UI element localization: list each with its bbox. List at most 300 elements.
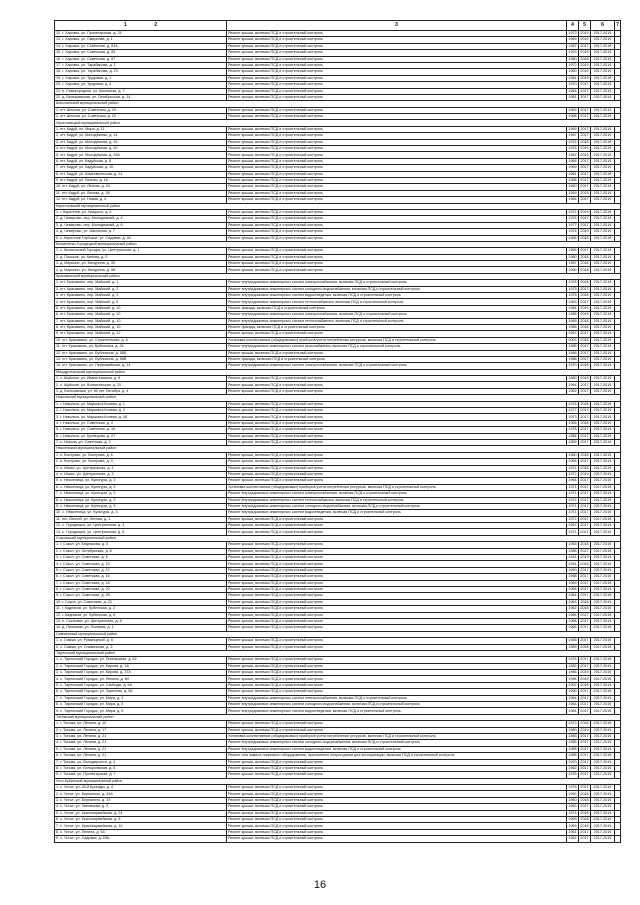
row-number: 6.: [56, 158, 60, 163]
period-cell: 2017-2019: [591, 644, 615, 650]
work-type-cell: Ремонт внутридомовых инженерных систем электроснабжения, включая ПСД и строительный контроль: [227, 280, 567, 286]
row-number: 4.: [56, 804, 60, 809]
work-type-cell: Ремонт крыши, включая ПСД и строительный контроль: [227, 471, 567, 477]
work-type-cell: Ремонт крыши, включая ПСД и строительный контроль: [227, 267, 567, 273]
work-type-cell: Ремонт крыши, включая ПСД и строительный контроль: [227, 376, 567, 382]
work-type-cell: Ремонт крыши, включая ПСД и строительный контроль: [227, 229, 567, 235]
row-number: 1.: [56, 376, 60, 381]
plan-year-cell: 2017: [580, 657, 589, 662]
address-text: с. Сямжа, ул. Славянская, д. 3: [60, 644, 113, 649]
work-type-cell: Ремонт крыши, включая ПСД и строительный контроль: [227, 254, 567, 260]
plan-year-cell: 2018: [580, 452, 589, 457]
address-text: пгт. Кадуй, пл. Мира, д. 11: [60, 126, 105, 131]
plan-year-cell: 2017: [580, 484, 589, 489]
address-text: с. Шуйское, ул. Вознесенская, д. 20: [60, 382, 122, 387]
plan-year-cell: 2018: [580, 254, 589, 259]
period-cell: 2017-2019: [591, 350, 615, 356]
year-cell: 1969: [568, 823, 577, 828]
address-text: г. Харовск, ул. Пролетарская, д. 24: [62, 31, 122, 36]
work-type-cell: Ремонт крыши, включая ПСД и строительный контроль: [227, 452, 567, 458]
plan-year-cell: 2017: [580, 587, 589, 592]
year-cell: 1976: [568, 772, 577, 777]
row-number: 11.: [56, 344, 61, 349]
plan-year-cell: 2017: [580, 829, 589, 834]
year-cell: 1962: [568, 836, 577, 841]
period-cell: 2017-2019: [591, 702, 615, 708]
year-cell: 1985: [568, 734, 577, 739]
work-type-cell: Ремонт внутридомовых инженерных систем холодного водоснабжения, включая ПСД и строительный контроль: [227, 503, 567, 509]
address-text: г. Харовск, ул. Советская, д. 57: [62, 56, 116, 61]
address-text: п. Игмас, ул. Центральная, д. 2: [60, 472, 114, 477]
address-text: с. Тарногский Городок, ул. Пионерская, д. 52: [60, 657, 137, 662]
year-cell: 1983: [568, 299, 577, 304]
row-number: 8.: [56, 587, 60, 592]
address-text: с. Шуйское, ул. Ивана Кашина, д. 6: [60, 376, 121, 381]
period-cell: 2017-2019: [591, 817, 615, 823]
address-text: г. Тотьма, ул. Ленина, д. 21: [60, 740, 107, 745]
period-cell: 2017-2019: [591, 753, 615, 759]
address-text: пгт. Кадуй, ул. Кадуйская, д. 10: [60, 165, 114, 170]
work-type-cell: Ремонт внутридомовых инженерных систем электроснабжения, включая ПСД и строительный контроль: [227, 363, 567, 369]
address-text: г. Харовск, ул. Тарабанова, д. 1: [62, 63, 116, 68]
row-number: 17.: [56, 63, 62, 68]
plan-year-cell: 2019: [580, 146, 589, 151]
row-number: 14.: [56, 363, 62, 368]
work-type-cell: Ремонт крыши, включая ПСД и строительный контроль: [227, 209, 567, 215]
period-cell: 2017-2019: [591, 62, 615, 68]
section-title: Сокольский муниципальный район: [55, 535, 621, 541]
row-number: 5.: [56, 746, 60, 751]
plan-year-cell: 2017: [580, 785, 589, 790]
year-cell: 1982: [568, 152, 577, 157]
address-text: г. Сокол, ул. Октябрьская, д. 6: [60, 548, 112, 553]
period-cell: 2017-2019: [591, 772, 615, 778]
address-text: с. Сямжа, ул. Румянцевой, д. 6: [60, 638, 114, 643]
row-number: 1.: [56, 248, 60, 253]
plan-year-cell: 2019: [580, 555, 589, 560]
plan-year-cell: 2018: [580, 401, 589, 406]
plan-year-cell: 2018: [580, 280, 589, 285]
period-cell: 2017-2019: [591, 376, 615, 382]
plan-year-cell: 2018: [580, 797, 589, 802]
address-text: пгт. Красавино, пер. Майский, д. 1: [60, 280, 119, 285]
period-cell: 2017-2019: [591, 759, 615, 765]
year-cell: 1970: [568, 82, 577, 87]
year-cell: 1985: [568, 325, 577, 330]
row-number: 5.: [56, 305, 60, 310]
work-type-cell: Ремонт крыши, включая ПСД и строительный контроль: [227, 618, 567, 624]
address-text: с. Никола, ул. Советская, д. 2: [60, 440, 111, 445]
plan-year-cell: 2017: [580, 414, 589, 419]
year-cell: 1974: [568, 810, 577, 815]
address-text: с. Тарногский Городок, ул. Заречная, д. 58: [60, 689, 133, 694]
address-text: г. Никольск, ул. Советская, д. 16: [60, 427, 116, 432]
address-text: пгт. Шексна, ул. Советская, д. 19: [60, 107, 116, 112]
row-number: 8.: [56, 171, 60, 176]
year-cell: 1980: [568, 254, 577, 259]
work-type-cell: Ремонт крыши, включая ПСД и строительный контроль: [227, 612, 567, 618]
period-cell: 2017-2019: [591, 612, 615, 618]
period-cell: 2017-2019: [591, 69, 615, 75]
work-type-cell: Ремонт крыши, включая ПСД и строительный контроль: [227, 529, 567, 535]
plan-year-cell: 2018: [580, 261, 589, 266]
address-text: пгт. Кадуй, ул. Лесная, д. 18: [60, 178, 108, 183]
row-number: 6.: [56, 817, 60, 822]
address-text: г. Харовск, ул. Советская, д. 53А: [62, 43, 118, 48]
page-number: 16: [313, 879, 327, 891]
work-type-cell: Ремонт крыши, включая ПСД и строительный контроль: [227, 523, 567, 529]
plan-year-cell: 2017: [580, 708, 589, 713]
period-cell: 2017-2019: [591, 510, 615, 516]
year-cell: 1984: [568, 305, 577, 310]
work-type-cell: Ремонт крыши, включая ПСД и строительный контроль: [227, 82, 567, 88]
period-cell: 2017-2019: [591, 523, 615, 529]
plan-year-cell: 2018: [580, 376, 589, 381]
row-number: 2.: [56, 408, 60, 413]
period-cell: 2017-2019: [591, 567, 615, 573]
address-text: с. Нюксеница, ул. Культуры, д. 3: [60, 491, 116, 496]
row-number: 4.: [56, 561, 60, 566]
work-type-cell: Ремонт фасада, включая ПСД и строительный контроль: [227, 324, 567, 330]
address-text: г. Сокол, ул. Советская, д. 22: [60, 587, 110, 592]
plan-year-cell: 2017: [580, 184, 589, 189]
plan-year-cell: 2018: [580, 465, 589, 470]
row-number: 14.: [56, 43, 62, 48]
address-text: пгт. Кадуй, ул. Лесная, д. 24: [62, 184, 110, 189]
period-cell: 2017-2019: [591, 497, 615, 503]
plan-year-cell: 2017: [580, 759, 589, 764]
work-type-cell: Ремонт крыши, включая ПСД и строительный контроль: [227, 625, 567, 631]
plan-year-cell: 2018: [580, 682, 589, 687]
plan-year-cell: 2017: [580, 82, 589, 87]
plan-year-cell: 2017: [580, 619, 589, 624]
address-text: г. Кадников, ул. Кубенская, д. 2: [61, 606, 116, 611]
work-type-cell: Ремонт крыши, включая ПСД и строительный контроль: [227, 721, 567, 727]
plan-year-cell: 2018: [580, 542, 589, 547]
period-cell: 2017-2019: [591, 797, 615, 803]
row-number: 8.: [56, 829, 60, 834]
address-text: с. Городищна, ул. Центральная, д. 4: [62, 523, 125, 528]
address-text: д. Марьино, ул. Мичурина, д. 38: [60, 267, 116, 272]
row-number: 2.: [56, 791, 60, 796]
period-cell: 2017-2019: [591, 248, 615, 254]
row-number: 8.: [56, 325, 60, 330]
address-text: пгт. Шексна, ул. Советская, д. 23: [60, 114, 116, 119]
year-cell: 1977: [568, 408, 577, 413]
period-cell: 2017-2019: [591, 337, 615, 343]
year-cell: 1990: [568, 267, 577, 272]
period-cell: 2017-2019: [591, 152, 615, 158]
row-number: 7.: [56, 580, 60, 585]
period-cell: 2017-2019: [591, 197, 615, 203]
row-number: 3.: [56, 797, 60, 802]
work-type-cell: Ремонт крыши, включая ПСД и строительный контроль: [227, 459, 567, 465]
year-cell: 1988: [568, 357, 577, 362]
work-type-cell: Ремонт крыши, включая ПСД и строительный контроль: [227, 580, 567, 586]
address-cell: [55, 836, 227, 842]
row-number: 2.: [56, 382, 60, 387]
period-cell: 2017-2019: [591, 695, 615, 701]
row-number: 12.: [56, 31, 62, 36]
address-text: пгт. Красавино, пер. Майский, д. 10: [60, 325, 121, 330]
address-text: п. Вострово, ул. Вострова, д. 9: [60, 459, 113, 464]
year-cell: 1985: [568, 318, 577, 323]
period-cell: 2017-2019: [591, 209, 615, 215]
address-text: с. Нюксеница, ул. Культуры, д. 3: [60, 478, 116, 483]
year-cell: 1967: [568, 331, 577, 336]
plan-year-cell: 2017: [580, 593, 589, 598]
period-cell: 2017-2019: [591, 823, 615, 829]
work-type-cell: Ремонт крыши, включая ПСД и строительный контроль: [227, 107, 567, 113]
address-text: пгт. Кадуй, ул. Молодёжная, д. 14: [60, 133, 118, 138]
plan-year-cell: 2018: [580, 599, 589, 604]
period-cell: 2017-2019: [591, 708, 615, 714]
plan-year-cell: 2019: [580, 312, 589, 317]
year-cell: 1980: [568, 376, 577, 381]
period-cell: 2017-2019: [591, 216, 615, 222]
period-cell: 2017-2019: [591, 657, 615, 663]
period-cell: 2017-2019: [591, 43, 615, 49]
plan-year-cell: 2017: [580, 734, 589, 739]
period-cell: 2017-2019: [591, 388, 615, 394]
section-title: Сямженский муниципальный район: [55, 631, 621, 637]
year-cell: 2003: [568, 337, 577, 342]
period-cell: 2017-2019: [591, 574, 615, 580]
work-type-cell: Ремонт крыши, включая ПСД и строительный контроль: [227, 817, 567, 823]
year-cell: 1962: [568, 107, 577, 112]
plan-year-cell: 2017: [580, 663, 589, 668]
address-text: г. Харовск, ул. Смирнова, д. 1: [62, 37, 113, 42]
work-type-cell: Ремонт внутридомовых инженерных систем электроснабжения, включая ПСД и строительный контроль: [227, 491, 567, 497]
row-number: 5.: [56, 682, 60, 687]
plan-year-cell: 2019: [580, 229, 589, 234]
year-cell: 1973: [568, 721, 577, 726]
address-text: с. Устье, ул. Зиновьева, д. 2: [60, 804, 109, 809]
plan-year-cell: 2017: [580, 43, 589, 48]
table-body: [55, 31, 621, 843]
plan-year-cell: 2017: [580, 548, 589, 553]
row-number: 1.: [56, 210, 60, 215]
period-cell: 2017-2019: [591, 618, 615, 624]
work-type-cell: Ремонт крыши, включая ПСД и строительный контроль: [227, 478, 567, 484]
row-number: 4.: [56, 229, 60, 234]
row-number: 2.: [56, 459, 60, 464]
work-type-cell: Ремонт крыши, включая ПСД и строительный контроль: [227, 126, 567, 132]
work-type-cell: Ремонт крыши, включая ПСД и строительный контроль: [227, 197, 567, 203]
plan-year-cell: 2017: [580, 478, 589, 483]
row-number: 1.: [56, 401, 60, 406]
plan-year-cell: 2017: [580, 433, 589, 438]
address-text: пгт. Кадуй, ул. Молодёжная, д. 20: [60, 146, 118, 151]
work-type-cell: Ремонт внутридомовых инженерных систем газоснабжения, включая ПСД и строительный контроль: [227, 344, 567, 350]
work-type-cell: Ремонт крыши, включая ПСД и строительный контроль: [227, 682, 567, 688]
row-number: 1.: [56, 452, 60, 457]
row-number: 3.: [56, 222, 60, 227]
plan-year-cell: 2017: [580, 299, 589, 304]
period-cell: 2017-2019: [591, 440, 615, 446]
year-cell: 1976: [568, 785, 577, 790]
period-cell: 2017-2019: [591, 529, 615, 535]
work-type-cell: Ремонт крыши, включая ПСД и строительный контроль: [227, 657, 567, 663]
period-cell: 2017-2019: [591, 836, 615, 842]
row-number: 9.: [56, 708, 60, 713]
plan-year-cell: 2018: [580, 318, 589, 323]
period-cell: 2017-2019: [591, 222, 615, 228]
year-cell: 1971: [568, 491, 577, 496]
section-title: Междуреченский муниципальный район: [55, 369, 621, 375]
section-title: Тотемский муниципальный район: [55, 714, 621, 720]
period-cell: 2017-2019: [591, 293, 615, 299]
year-cell: 1969: [568, 126, 577, 131]
work-type-cell: Ремонт фасада, включая ПСД и строительный контроль: [227, 356, 567, 362]
address-text: г. Сокол, ул. Советская, д. 32: [62, 599, 112, 604]
address-text: г. Тотьма, ул. Ленина, д. 21: [60, 734, 107, 739]
address-text: г. Никольск, ул. Маршала Конева, д. 1: [60, 401, 125, 406]
row-number: 1.: [56, 721, 60, 726]
row-number: 1.: [56, 107, 60, 112]
period-cell: 2017-2019: [591, 516, 615, 522]
address-text: с. Устье, ул. Бережного, д. 45А: [60, 791, 113, 796]
plan-year-cell: 2019: [580, 727, 589, 732]
address-text: г. Тотьма, ул. Ленина, д. 21: [60, 753, 107, 758]
period-cell: 2017-2019: [591, 261, 615, 267]
year-cell: 1981: [568, 95, 577, 99]
year-cell: 1962: [568, 791, 577, 796]
address-text: пст. Лесной, ул. Лесная, д. 1: [61, 516, 111, 521]
row-number: 14.: [56, 625, 62, 630]
address-text: пгт. Кадуй, ул. Кадуйская, д. 8: [60, 158, 112, 163]
address-text: с. Тарногский Городок, ул. Кирова, д. 3А: [60, 663, 129, 668]
work-type-cell: Ремонт крыши, включая ПСД и строительный контроль: [227, 727, 567, 733]
plan-year-cell: 2018: [580, 235, 589, 240]
year-cell: 1965: [568, 248, 577, 253]
plan-year-cell: 2017: [580, 804, 589, 809]
address-text: пгт. Красавино, ул. Бубнихина, д. 58В: [62, 357, 127, 362]
plan-year-cell: 2018: [580, 337, 589, 342]
row-number: 9.: [56, 593, 60, 598]
plan-year-cell: 2017: [580, 165, 589, 170]
plan-year-cell: 2017: [580, 382, 589, 387]
period-cell: 2017-2019: [591, 586, 615, 592]
period-cell: 2017-2019: [591, 625, 615, 631]
work-type-cell: Ремонт внутридомовых инженерных систем водоотведения, включая ПСД и строительный контроль: [227, 510, 567, 516]
work-type-cell: Ремонт крыши, включая ПСД и строительный контроль: [227, 433, 567, 439]
row-number: 22.: [56, 95, 62, 99]
address-text: д. Чемерово, ул. Школьная, д. 7: [60, 229, 115, 234]
address-text: г. Сокол, ул. Советская, д. 26: [60, 593, 110, 598]
plan-year-cell: 2019: [580, 75, 589, 80]
plan-year-cell: 2017: [580, 612, 589, 617]
period-cell: 2017-2019: [591, 503, 615, 509]
table-row: [55, 836, 621, 842]
year-cell: 1966: [568, 587, 577, 592]
address-text: г. Тотьма, ул. Пролетарская, д. 7: [60, 772, 116, 777]
period-cell: 2017-2019: [591, 165, 615, 171]
address-text: с. Тарногский Городок, ул. Мира, д. 5: [60, 708, 124, 713]
year-cell: 1980: [568, 452, 577, 457]
work-type-cell: Ремонт крыши, включая ПСД и строительный контроль: [227, 606, 567, 612]
work-type-cell: Ремонт крыши, включая ПСД и строительный контроль: [227, 542, 567, 548]
plan-year-cell: 2018: [580, 293, 589, 298]
plan-year-cell: 2017: [580, 746, 589, 751]
period-cell: 2017-2019: [591, 810, 615, 816]
period-cell: 2017-2019: [591, 177, 615, 183]
plan-year-cell: 2017: [580, 638, 589, 643]
work-type-cell: Ремонт крыши, включая ПСД и строительный контроль: [227, 388, 567, 394]
section-title: Кирилловский муниципальный район: [55, 203, 621, 209]
work-type-cell: Ремонт крыши, включая ПСД и строительный контроль: [227, 638, 567, 644]
year-cell: 1976: [568, 216, 577, 221]
year-cell: 1985: [568, 344, 577, 349]
year-cell: 1985: [568, 740, 577, 745]
address-text: д. Пельшма, ул. Полевая, д. 1: [62, 625, 114, 630]
plan-year-cell: 2017: [580, 408, 589, 413]
work-type-cell: Ремонт внутридомовых инженерных систем холодного водоснабжения, включая ПСД и строительный контроль: [227, 286, 567, 292]
year-cell: 1969: [568, 165, 577, 170]
work-type-cell: Установка коллективных (общедомовых) приборов учета потребления ресурсов, включая ПСД и строительный контроль: [227, 733, 567, 739]
address-text: пгт. Красавино, пер. Майский, д. 3: [60, 293, 119, 298]
row-number: 3.: [56, 139, 60, 144]
year-cell: 1971: [568, 529, 577, 534]
plan-year-cell: 2019: [580, 305, 589, 310]
period-cell: 2017-2019: [591, 158, 615, 164]
plan-year-cell: 2017: [580, 222, 589, 227]
plan-year-cell: 2017: [580, 497, 589, 502]
year-cell: 1980: [568, 727, 577, 732]
work-type-cell: Ремонт крыши, включая ПСД и строительный контроль: [227, 62, 567, 68]
work-type-cell: Ремонт крыши, включая ПСД и строительный контроль: [227, 146, 567, 152]
row-number: 7.: [56, 823, 60, 828]
year-cell: 1929: [568, 50, 577, 55]
plan-year-cell: 2018: [580, 721, 589, 726]
address-text: г. Никольск, ул. Маршала Конева, д. 48: [60, 414, 127, 419]
year-cell: 1986: [568, 670, 577, 675]
section-title: Кичменгско-Городецкий муниципальный район: [55, 241, 621, 247]
plan-year-cell: 2019: [580, 210, 589, 215]
plan-year-cell: 2017: [580, 133, 589, 138]
year-cell: 1969: [568, 580, 577, 585]
plan-year-cell: 2017: [580, 766, 589, 771]
row-number: 3.: [56, 734, 60, 739]
address-text: пгт. Кадуй, ул. Молодёжная, д. 26А: [60, 152, 120, 157]
row-number: 5.: [56, 478, 60, 483]
work-type-cell: Ремонт внутридомовых инженерных систем холодного водоснабжения, включая ПСД и строительный контроль: [227, 740, 567, 746]
row-number: 1.: [56, 638, 60, 643]
row-number: 5.: [56, 567, 60, 572]
address-text: пгт. Кадуй, ул. Молодёжная, д. 16: [60, 139, 118, 144]
address-text: с. Тарногский Городок, ул. Мира, д. 5: [60, 702, 124, 707]
col-header-4: 4: [567, 21, 579, 31]
plan-year-cell: 2018: [580, 561, 589, 566]
address-text: с. Устье, ул. Красноармейская, д. 24: [60, 810, 123, 815]
year-cell: 1959: [568, 190, 577, 195]
row-number: 8.: [56, 702, 60, 707]
work-type-cell: Ремонт внутридомовых инженерных систем теплоснабжения, включая ПСД и строительный контроль: [227, 318, 567, 324]
period-cell: 2017-2019: [591, 286, 615, 292]
period-cell: 2017-2019: [591, 184, 615, 190]
period-cell: 2017-2019: [591, 56, 615, 62]
address-text: с. Устье, ул. Красноармейская, д. 10: [60, 823, 123, 828]
row-number: 3.: [56, 414, 60, 419]
col-header-1-2: 1 2: [55, 21, 227, 31]
plan-year-cell: 2019: [580, 31, 589, 36]
period-cell: 2017-2019: [591, 829, 615, 835]
year-cell: 1964: [568, 88, 577, 93]
period-cell: 2017-2019: [591, 331, 615, 337]
row-number: 1.: [56, 542, 60, 547]
year-cell: 1968: [568, 114, 577, 119]
year-cell: 1959: [568, 440, 577, 445]
